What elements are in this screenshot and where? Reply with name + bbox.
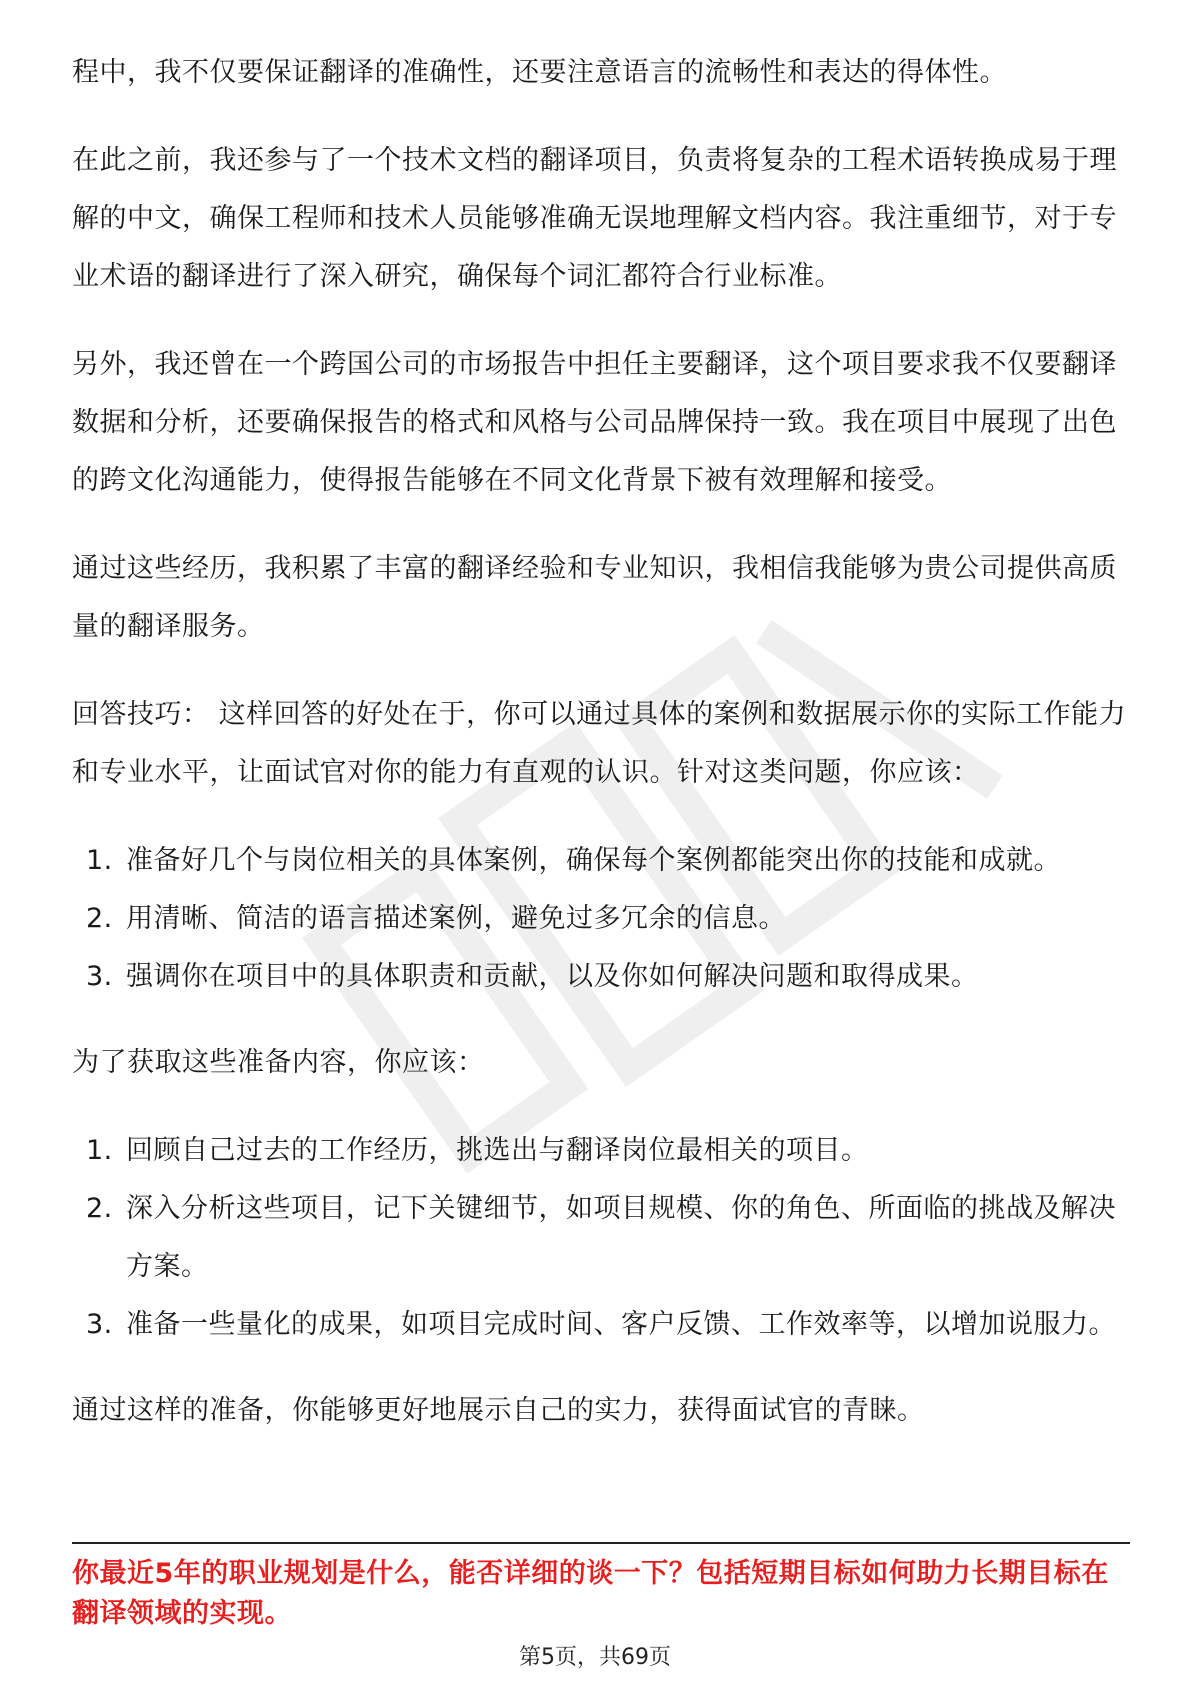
paragraph-summary: 通过这些经历，我积累了丰富的翻译经验和专业知识，我相信我能够为贵公司提供高质量的翻译服务。 — [72, 553, 1117, 642]
list-item: 2. 用清晰、简洁的语言描述案例，避免过多冗余的信息。 — [86, 903, 786, 934]
paragraph-preparation-intro: 为了获取这些准备内容，你应该： — [72, 1047, 485, 1078]
paragraph-tech-docs: 在此之前，我还参与了一个技术文档的翻译项目，负责将复杂的工程术语转换成易于理解的中文，确保工程师和技术人员能够准确无误地理解文档内容。我注重细节，对于专业术语的翻译进行了深入研究，确保每个词汇都符合行业标准。 — [72, 145, 1117, 292]
list-item: 2. 深入分析这些项目，记下关键细节，如项目规模、你的角色、所面临的挑战及解决方案。 — [86, 1193, 1116, 1282]
tips-list — [72, 832, 1130, 1006]
preparation-list — [72, 1122, 1130, 1354]
main-content — [72, 44, 1130, 1470]
list-item: 3. 强调你在项目中的具体职责和贡献，以及你如何解决问题和取得成果。 — [86, 961, 979, 992]
list-item: 1. 准备好几个与岗位相关的具体案例，确保每个案例都能突出你的技能和成就。 — [86, 845, 1061, 876]
page-number: 第5页，共69页 — [519, 1645, 671, 1670]
paragraph-answer-tips: 回答技巧： 这样回答的好处在于，你可以通过具体的案例和数据展示你的实际工作能力和专业水平，让面试官对你的能力有直观的认识。针对这类问题，你应该： — [72, 699, 1127, 788]
paragraph-market-report: 另外，我还曾在一个跨国公司的市场报告中担任主要翻译，这个项目要求我不仅要翻译数据和分析，还要确保报告的格式和风格与公司品牌保持一致。我在项目中展现了出色的跨文化沟通能力，使得报告能够在不同文化背景下被有效理解和接受。 — [72, 349, 1117, 496]
paragraph-conclusion: 通过这样的准备，你能够更好地展示自己的实力，获得面试官的青睐。 — [72, 1395, 925, 1426]
section-divider — [72, 1542, 1130, 1544]
list-item: 3. 准备一些量化的成果，如项目完成时间、客户反馈、工作效率等，以增加说服力。 — [86, 1309, 1116, 1340]
paragraph-continuation: 程中，我不仅要保证翻译的准确性，还要注意语言的流畅性和表达的得体性。 — [72, 57, 1007, 88]
list-item: 1. 回顾自己过去的工作经历，挑选出与翻译岗位最相关的项目。 — [86, 1135, 869, 1166]
next-question-heading: 你最近5年的职业规划是什么，能否详细的谈一下？包括短期目标如何助力长期目标在翻译领域的实现。 — [72, 1558, 1109, 1629]
